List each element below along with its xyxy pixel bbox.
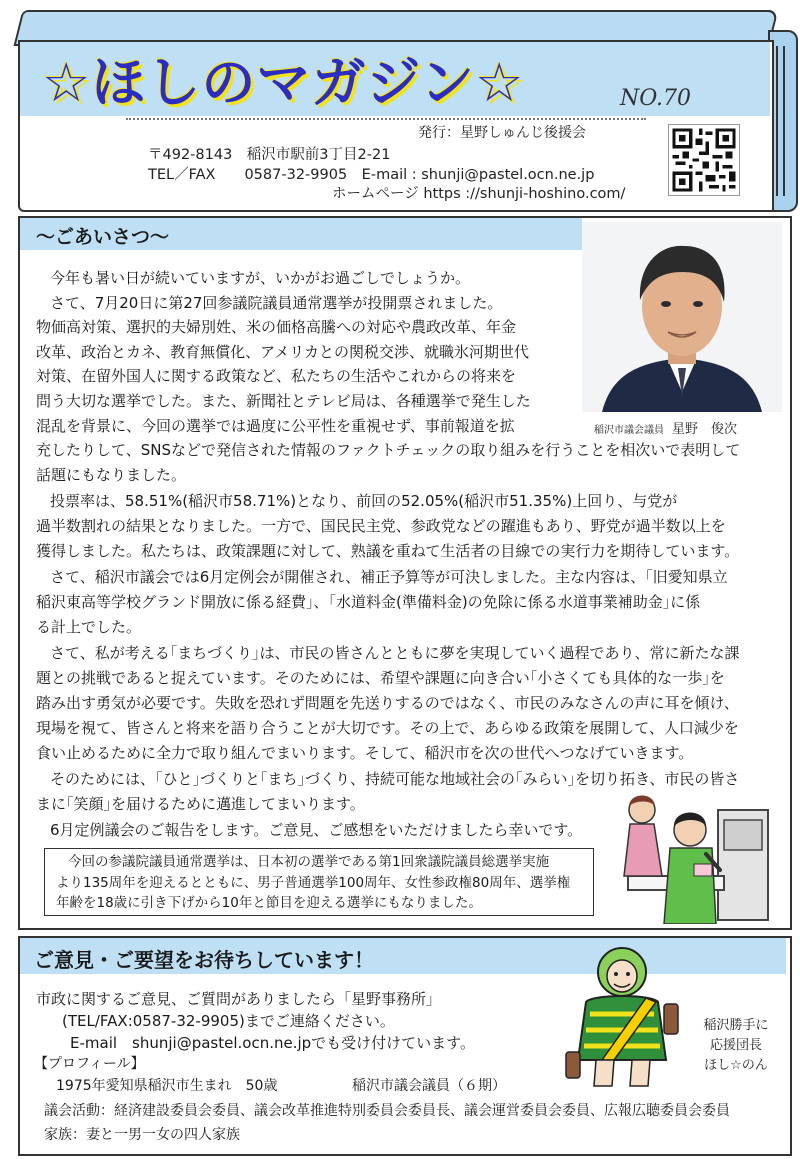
greeting-line: 投票率は、58.51%(稲沢市58.71%)となり、前回の52.05%(稲沢市51.35%)上回り、与党が: [50, 492, 678, 510]
greeting-line: さて、稲沢市議会では6月定例会が開催され、補正予算等が可決しました。主な内容は、｢旧愛知県立: [50, 568, 728, 586]
greeting-line: る計上でした。: [36, 618, 142, 636]
mascot-illustration: [556, 944, 688, 1090]
greeting-line: 混乱を背景に、今回の選挙では過度に公平性を重視せず、事前報道を拡: [36, 417, 515, 435]
opinions-line: 市政に関するご意見、ご質問がありましたら「星野事務所」: [36, 990, 442, 1008]
greeting-line: 食い止めるために全力で取り組んでまいります。そして、稲沢市を次の世代へつなげていきます。: [36, 744, 694, 762]
portrait-photo: [582, 222, 782, 412]
note-line: より135周年を迎えるとともに、男子普通選挙100周年、女性参政権80周年、選挙権: [56, 874, 571, 891]
publisher: 発行：星野しゅんじ後援会: [418, 125, 586, 141]
note-line: 年齢を18歳に引き下げから10年と節目を迎える選挙にもなりました。: [56, 895, 482, 911]
greeting-line: 問う大切な選挙でした。また、新聞社とテレビ局は、各種選挙で発生した: [36, 392, 531, 410]
opinions-contact-email[interactable]: E-mail shunji@pastel.ocn.ne.jpでも受け付けています。: [70, 1034, 475, 1052]
greeting-line: 題との挑戦であると捉えています。そのためには、希望や課題に向き合い｢小さくても具体的な一歩｣を: [36, 669, 725, 687]
photo-caption-name: 星野 俊次: [672, 422, 738, 437]
greeting-line: 対策、在留外国人に関する政策など、私たちの生活やこれからの将来を: [36, 367, 517, 385]
profile-activities: 議会活動：経済建設委員会委員、議会改革推進特別委員会委員長、議会運営委員会委員、広報広聴委員会委員: [44, 1103, 730, 1119]
homepage-link[interactable]: ホームページ https ://shunji-hoshino.com/: [332, 186, 626, 202]
dotted-divider: [126, 118, 646, 120]
qr-code-icon[interactable]: [668, 124, 740, 196]
mascot-caption-line: 稲沢勝手に: [703, 1018, 769, 1033]
photo-caption-role: 稲沢市議会議員: [594, 425, 664, 436]
profile-heading: 【プロフィール】: [34, 1056, 145, 1072]
mascot-caption-line: ほし☆のん: [704, 1058, 768, 1073]
mascot-caption-line: 応援団長: [709, 1038, 762, 1053]
greeting-line: さて、7月20日に第27回参議院議員通常選挙が投開票されました。: [50, 294, 503, 312]
note-line: 今回の参議院議員通常選挙は、日本初の選挙である第1回衆議院議員総選挙実施: [68, 854, 550, 870]
opinions-contact-phone: (TEL/FAX:0587-32-9905)までご連絡ください。: [62, 1012, 395, 1030]
greeting-line: 稲沢東高等学校グランド開放に係る経費｣、｢水道料金(準備料金)の免除に係る水道事業補助金｣に係: [36, 593, 701, 611]
greeting-line: まに｢笑顔｣を届けるために邁進してまいります。: [36, 795, 365, 813]
greeting-line: そのためには、｢ひと｣づくりと｢まち｣づくり、持続可能な地域社会の｢みらい｣を切り拓き、市民の皆さ: [50, 770, 740, 788]
greeting-line: 改革、政治とカネ、教育無償化、アメリカとの関税交渉、就職氷河期世代: [36, 343, 530, 361]
magazine-title: ☆ほしのマガジン☆: [42, 51, 525, 114]
profile-birth: 1975年愛知県稲沢市生まれ 50歳: [56, 1078, 278, 1094]
greeting-line: 話題にもなりました。: [36, 466, 187, 484]
greeting-line: 過半数割れの結果となりました。一方で、国民民主党、参政党などの躍進もあり、野党が過半数以上を: [36, 517, 726, 535]
contact-telfax-email: TEL／FAX 0587-32-9905 E-mail : shunji@pastel.ocn.ne.jp: [148, 167, 595, 183]
election-note-text: [56, 852, 570, 914]
greeting-line: 獲得しました。私たちは、政策課題に対して、熟議を重ねて生活者の目線での実行力を期待しています。: [36, 542, 740, 560]
profile-term: 稲沢市議会議員（６期）: [352, 1078, 506, 1094]
greeting-line: 今年も暑い日が続いていますが、いかがお過ごしでしょうか。: [50, 269, 471, 287]
greeting-line: 6月定例議会のご報告をします。ご意見、ご感想をいただけましたら幸いです。: [50, 821, 583, 839]
greeting-line: 現場を視て、皆さんと将来を語り合うことが大切です。その上で、あらゆる政策を展開して、人口減少を: [36, 719, 739, 737]
greeting-line: 物価高対策、選択的夫婦別姓、米の価格高騰への対応や農政改革、年金: [36, 318, 517, 336]
mascot-caption: [694, 1016, 778, 1076]
greeting-title: ～ごあいさつ～: [36, 226, 170, 248]
voting-illustration: [608, 790, 776, 924]
profile-family: 家族：妻と一男一女の四人家族: [44, 1127, 240, 1143]
postal-address: 〒492-8143 稲沢市駅前3丁目2-21: [148, 147, 391, 163]
greeting-line: 踏み出す勇気が必要です。失敗を恐れず問題を先送りするのではなく、市民のみなさんの声に耳を傾け、: [36, 694, 739, 712]
opinions-title: ご意見・ご要望をお待ちしています！: [34, 948, 374, 972]
greeting-line: 充したりして、SNSなどで発信された情報のファクトチェックの取り組みを行うことを相次いで表明して: [36, 441, 741, 459]
photo-caption: [594, 418, 737, 437]
greeting-line: さて、私が考える｢まちづくり｣は、市民の皆さんとともに夢を実現していく過程であり、常に新たな課: [50, 644, 740, 662]
issue-number: NO.70: [620, 86, 691, 111]
